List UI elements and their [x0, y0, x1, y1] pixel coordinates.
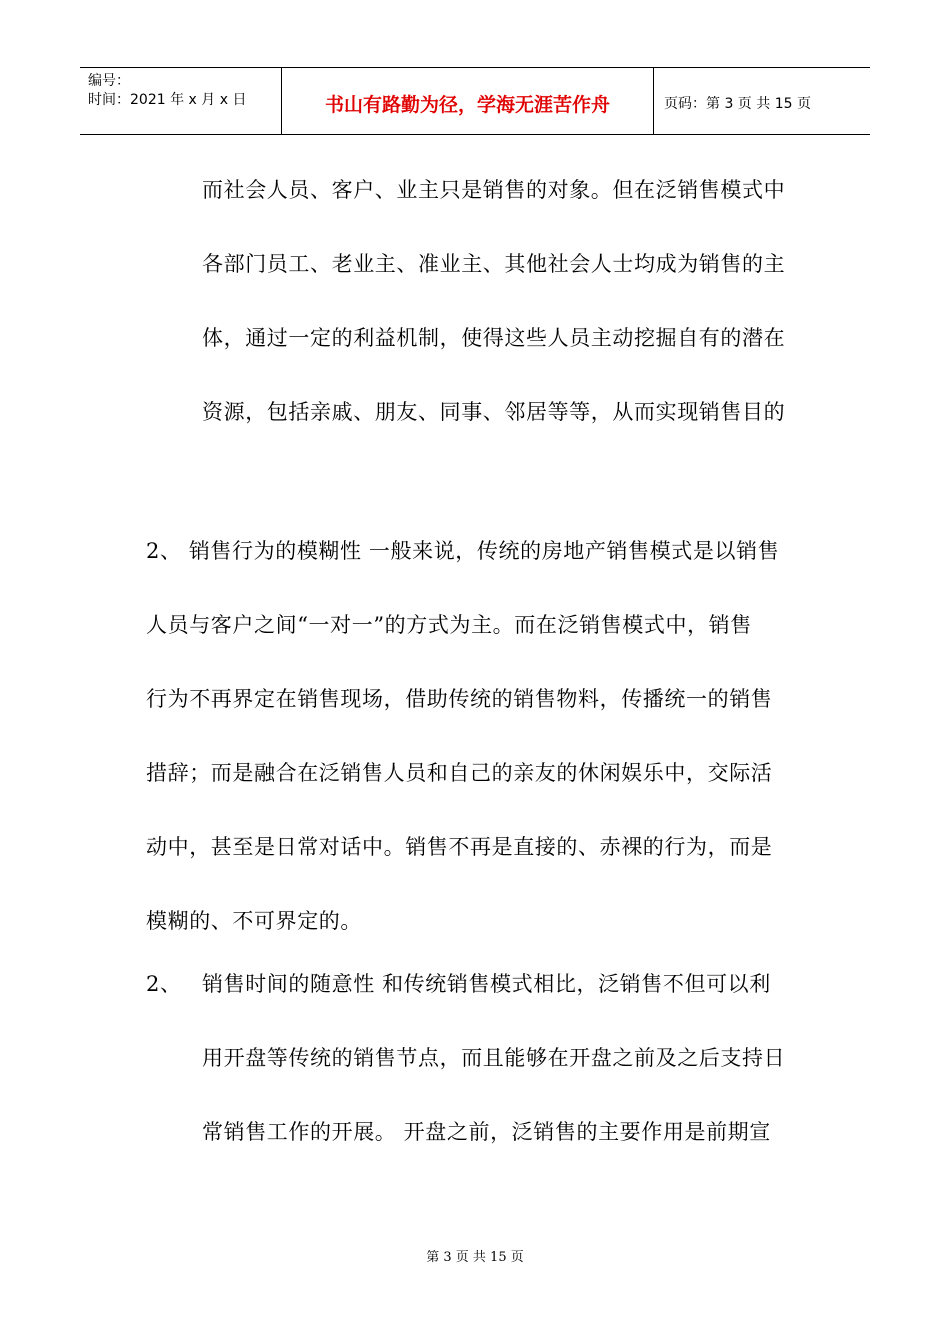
body-line: 模糊的、不可界定的。: [146, 909, 362, 933]
body-line: 2、 销售行为的模糊性 一般来说，传统的房地产销售模式是以销售: [146, 539, 780, 563]
body-line: 动中，甚至是日常对话中。销售不再是直接的、赤裸的行为，而是: [146, 835, 773, 859]
header-time-label: 时间：2021 年 x 月 x 日: [88, 92, 247, 108]
body-line: 资源，包括亲戚、朋友、同事、邻居等等，从而实现销售目的: [202, 400, 786, 424]
header-page-label: 页码：第 3 页 共 15 页: [664, 96, 811, 112]
header-info-cell: [80, 68, 282, 134]
body-line: 而社会人员、客户、业主只是销售的对象。但在泛销售模式中: [202, 178, 786, 202]
header-motto: 书山有路勤为径，学海无涯苦作舟: [282, 68, 654, 134]
page-header: [80, 67, 870, 135]
body-line: 体，通过一定的利益机制，使得这些人员主动挖掘自有的潜在: [202, 326, 786, 350]
body-line: 各部门员工、老业主、准业主、其他社会人士均成为销售的主: [202, 252, 786, 276]
header-number-label: 编号：: [88, 73, 130, 89]
body-line: 人员与客户之间“一对一”的方式为主。而在泛销售模式中，销售: [146, 613, 752, 637]
list-marker: 2、: [146, 972, 182, 996]
page-footer: 第 3 页 共 15 页: [426, 1250, 524, 1265]
body-line: 行为不再界定在销售现场，借助传统的销售物料，传播统一的销售: [146, 687, 773, 711]
body-line: 销售时间的随意性 和传统销售模式相比，泛销售不但可以利: [202, 972, 771, 996]
body-line: 常销售工作的开展。 开盘之前，泛销售的主要作用是前期宣: [202, 1120, 771, 1144]
body-line: 用开盘等传统的销售节点，而且能够在开盘之前及之后支持日: [202, 1046, 786, 1070]
body-line: 措辞；而是融合在泛销售人员和自己的亲友的休闲娱乐中，交际活: [146, 761, 773, 785]
